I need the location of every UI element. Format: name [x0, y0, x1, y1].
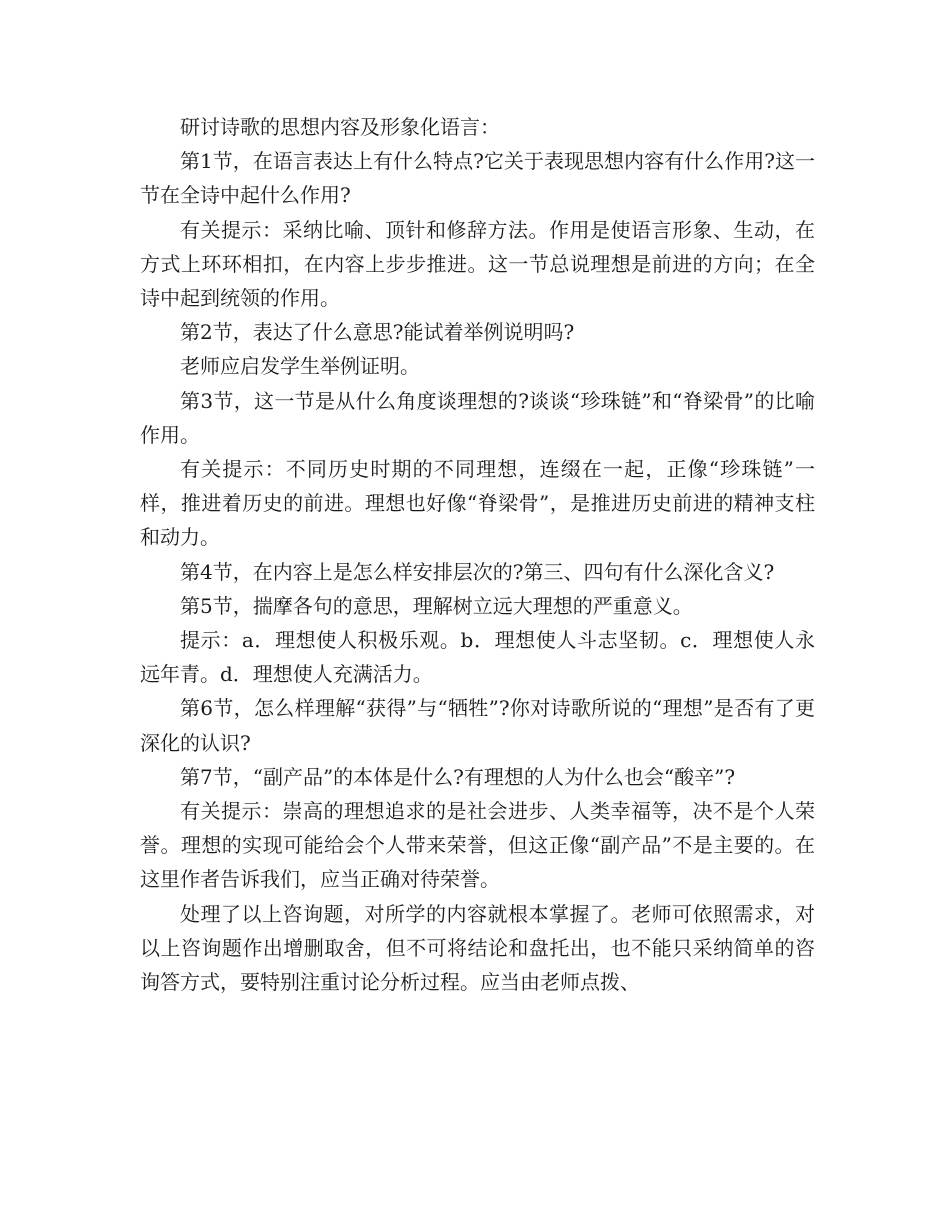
paragraph-heading: 研讨诗歌的思想内容及形象化语言： [180, 115, 500, 139]
paragraph-section-7-question: 第7节，“副产品”的本体是什么?有理想的人为什么也会“酸辛”? [180, 764, 736, 789]
paragraph-summary: 处理了以上咨询题，对所学的内容就根本掌握了。老师可依照需求，对以上咨询题作出增删取舍，但不可将结论和盘托出，也不能只采纳简单的咨询答方式，要特别注重讨论分析过程。应当由老师点拨、 [140, 901, 815, 995]
paragraph-section-1-hint: 有关提示：采纳比喻、顶针和修辞方法。作用是使语言形象、生动，在方式上环环相扣，在内容上步步推进。这一节总说理想是前进的方向；在全诗中起到统领的作用。 [140, 217, 815, 311]
paragraph-section-6-question: 第6节，怎么样理解“获得”与“牺牲”?你对诗歌所说的“理想”是否有了更深化的认识? [140, 696, 815, 755]
paragraph-section-1-question: 第1节，在语言表达上有什么特点?它关于表现思想内容有什么作用?这一节在全诗中起什么作用? [140, 149, 815, 208]
paragraph-section-3-hint: 有关提示：不同历史时期的不同理想，连缀在一起，正像“珍珠链”一样，推进着历史的前进。理想也好像“脊梁骨”，是推进历史前进的精神支柱和动力。 [140, 457, 815, 550]
paragraph-section-4-question: 第4节，在内容上是怎么样安排层次的?第三、四句有什么深化含义? [180, 559, 775, 584]
paragraph-section-5-hint: 提示：a．理想使人积极乐观。b．理想使人斗志坚韧。c．理想使人永远年青。d．理想使人充满活力。 [140, 628, 815, 687]
paragraph-section-5-question: 第5节，揣摩各句的意思，理解树立远大理想的严重意义。 [180, 593, 693, 618]
paragraph-section-2-question: 第2节，表达了什么意思?能试着举例说明吗? [180, 320, 575, 345]
document-page [140, 110, 815, 999]
paragraph-section-7-hint: 有关提示：崇高的理想追求的是社会进步、人类幸福等，决不是个人荣誉。理想的实现可能给会个人带来荣誉，但这正像“副产品”不是主要的。在这里作者告诉我们，应当正确对待荣誉。 [140, 799, 815, 892]
paragraph-section-2-hint: 老师应启发学生举例证明。 [180, 354, 420, 379]
paragraph-section-3-question: 第3节，这一节是从什么角度谈理想的?谈谈“珍珠链”和“脊梁骨”的比喻作用。 [140, 388, 815, 447]
